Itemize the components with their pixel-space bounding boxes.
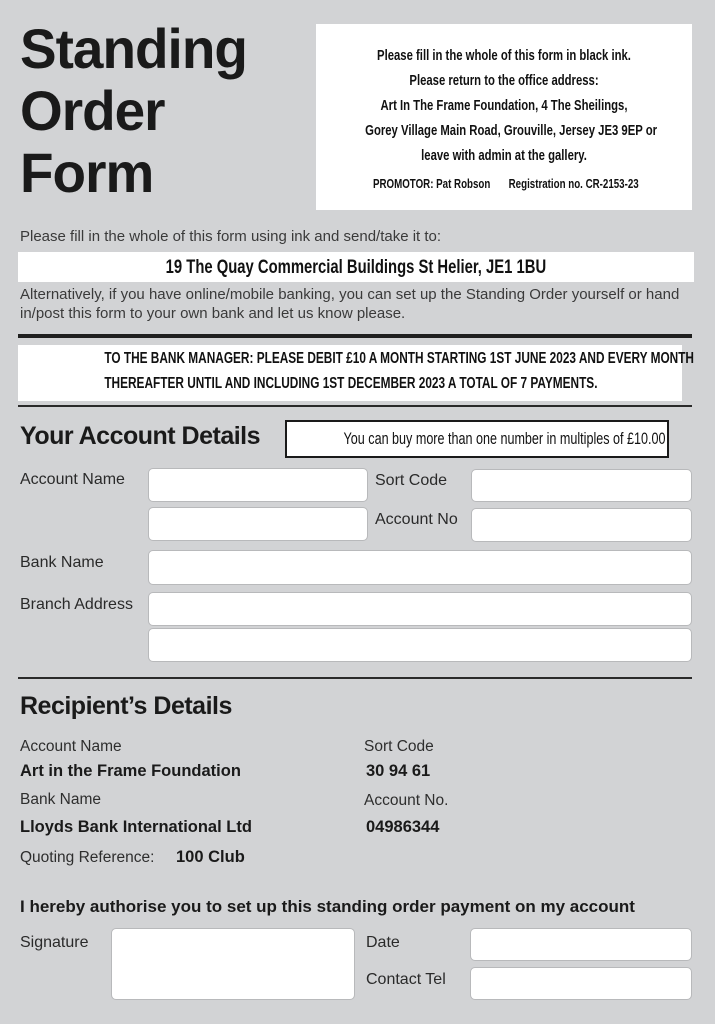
multiples-note-text: You can buy more than one number in multiples of £10.00: [343, 429, 666, 448]
signature-field[interactable]: [111, 928, 355, 1000]
address-text: 19 The Quay Commercial Buildings St Helier, JE1 1BU: [165, 257, 547, 278]
title-line-2: Order: [20, 79, 165, 142]
recipient-sort-code-label: Sort Code: [364, 738, 434, 755]
info-line: Gorey Village Main Road, Grouville, Jersey JE3 9EP or: [365, 123, 658, 139]
alternative-instruction: Alternatively, if you have online/mobile banking, you can set up the Standing Order yourself or hand in/post this form to your own bank and let us know please.: [20, 286, 680, 322]
title-line-3: Form: [20, 141, 154, 204]
contact-tel-label: Contact Tel: [366, 971, 446, 988]
signature-label: Signature: [20, 934, 89, 951]
divider: [18, 334, 692, 338]
bank-instruction-line-1: TO THE BANK MANAGER: PLEASE DEBIT £10 A MONTH STARTING 1ST JUNE 2023 AND EVERY MONTH: [104, 350, 694, 367]
date-label: Date: [366, 934, 400, 951]
multiples-note: [285, 420, 669, 458]
sort-code-field[interactable]: [471, 469, 692, 502]
form-title: [20, 18, 252, 204]
divider: [18, 405, 692, 407]
authorisation-statement: I hereby authorise you to set up this standing order payment on my account: [20, 897, 635, 916]
account-name-label: Account Name: [20, 471, 125, 488]
recipient-bank-name: Lloyds Bank International Ltd: [20, 818, 252, 836]
info-line: Please return to the office address:: [409, 73, 599, 89]
bank-name-field[interactable]: [148, 550, 692, 585]
account-no-field[interactable]: [471, 508, 692, 542]
recipient-sort-code: 30 94 61: [366, 762, 431, 780]
divider: [18, 677, 692, 679]
branch-address-field-line-2[interactable]: [148, 628, 692, 662]
your-account-heading: Your Account Details: [20, 422, 261, 450]
bank-name-label: Bank Name: [20, 554, 104, 571]
title-line-1: Standing: [20, 17, 247, 80]
bank-instruction-box: [18, 345, 694, 401]
branch-address-label: Branch Address: [20, 596, 133, 613]
quoting-reference-label: Quoting Reference:: [20, 849, 155, 866]
account-name-field-line-2[interactable]: [148, 507, 368, 541]
info-line: Art In The Frame Foundation, 4 The Sheilings,: [380, 98, 628, 114]
recipient-heading: Recipient’s Details: [20, 692, 232, 720]
branch-address-field[interactable]: [148, 592, 692, 626]
bank-instruction-line-2: THEREAFTER UNTIL AND INCLUDING 1ST DECEMBER 2023 A TOTAL OF 7 PAYMENTS.: [104, 375, 598, 392]
recipient-account-no: 04986344: [366, 818, 440, 836]
date-field[interactable]: [470, 928, 692, 961]
send-instruction: Please fill in the whole of this form using ink and send/take it to:: [20, 228, 442, 245]
recipient-account-name: Art in the Frame Foundation: [20, 762, 241, 780]
quoting-reference: 100 Club: [176, 848, 245, 866]
address-bar: [18, 252, 694, 282]
contact-tel-field[interactable]: [470, 967, 692, 1000]
info-line: Please fill in the whole of this form in black ink.: [377, 48, 631, 64]
recipient-account-name-label: Account Name: [20, 738, 122, 755]
registration-text: Registration no. CR-2153-23: [508, 177, 639, 191]
recipient-bank-name-label: Bank Name: [20, 791, 101, 808]
account-no-label: Account No: [375, 511, 458, 528]
account-name-field[interactable]: [148, 468, 368, 502]
promoter-text: PROMOTOR: Pat Robson: [372, 177, 491, 191]
promoter-line: [365, 177, 643, 191]
info-line: leave with admin at the gallery.: [421, 148, 587, 164]
sort-code-label: Sort Code: [375, 472, 448, 489]
recipient-account-no-label: Account No.: [364, 792, 449, 809]
return-info-box: [316, 24, 692, 210]
